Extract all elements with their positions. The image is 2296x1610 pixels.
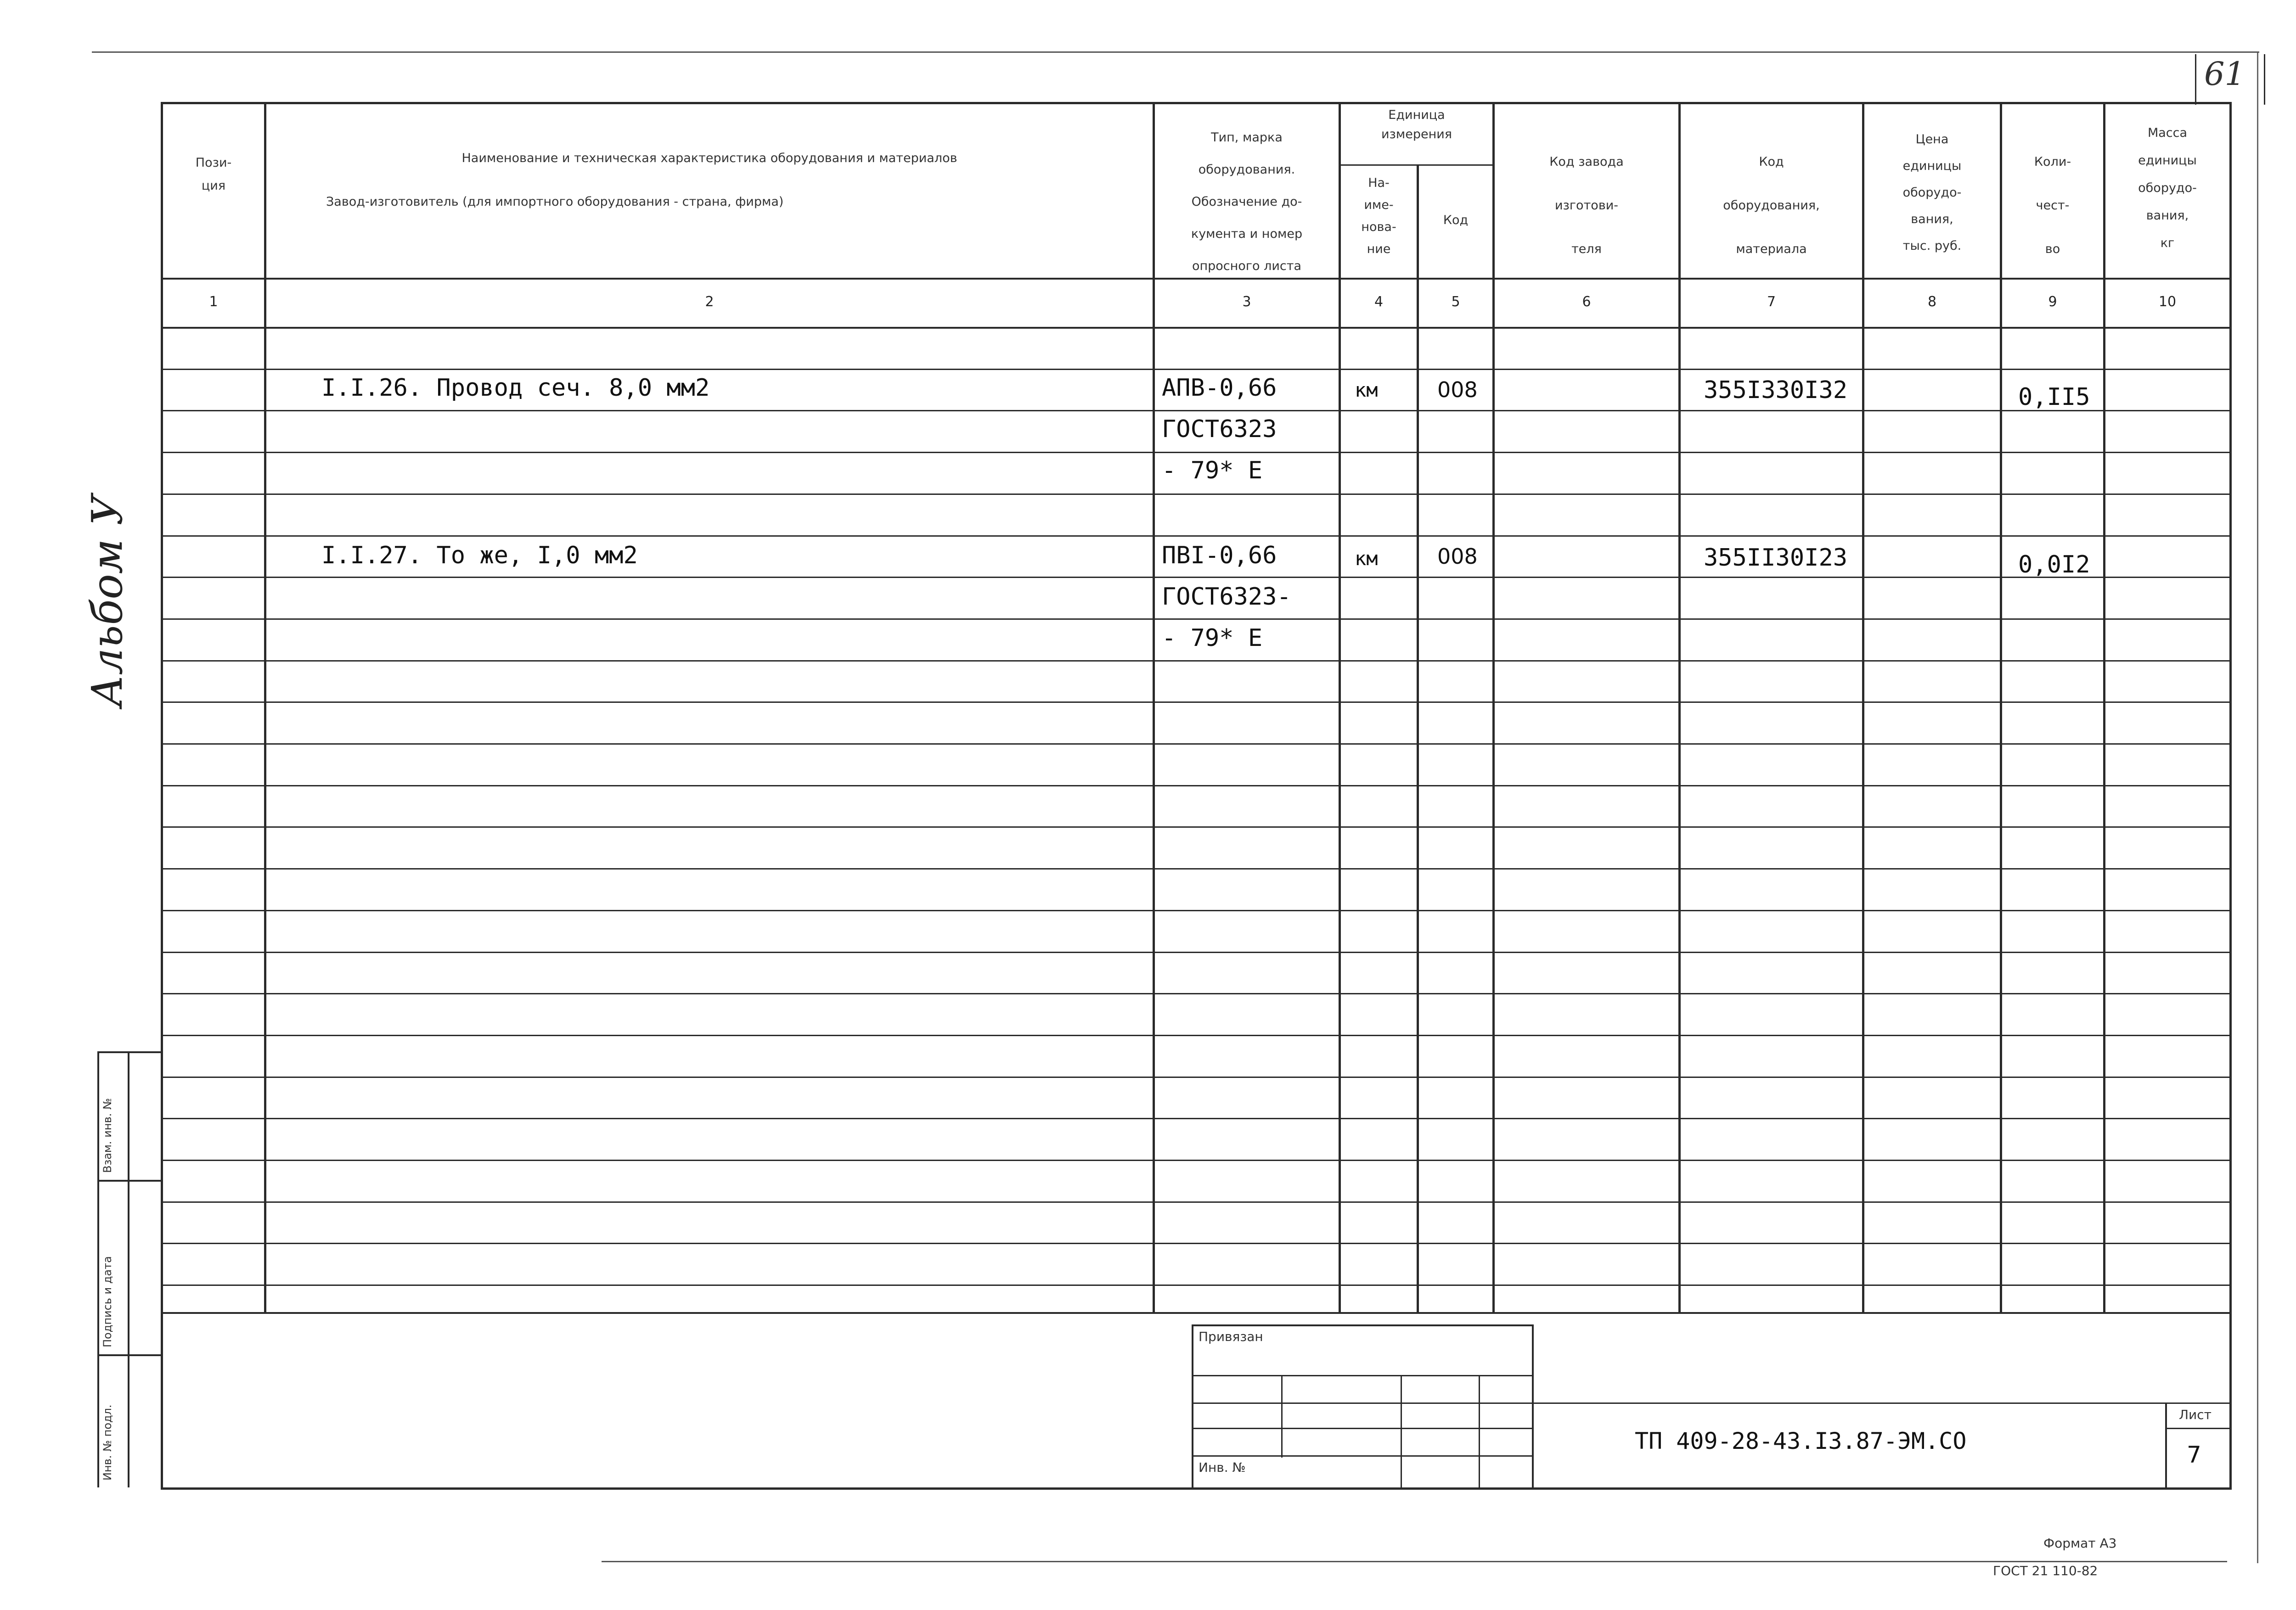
table-top-border [161, 102, 2232, 104]
row-line [161, 701, 2232, 703]
row-line [161, 577, 2232, 578]
document-code: ТП 409-28-43.I3.87-ЭМ.СО [1635, 1428, 1967, 1454]
item-quantity: 0,II5 [2018, 383, 2090, 411]
stamp-grid-1 [1192, 1375, 1534, 1376]
header-unit-group: Единица измерения [1381, 108, 1452, 141]
item-unit: км [1355, 379, 1378, 401]
table-bottom-border [161, 1487, 2232, 1490]
table-left-border [161, 102, 163, 1490]
header-unit-code: Код [1443, 213, 1469, 227]
col-number-4: 4 [1374, 294, 1384, 310]
item-name: I.I.27. То же, I,0 мм2 [321, 542, 638, 569]
item-unit-code: 008 [1437, 544, 1478, 569]
row-line [161, 826, 2232, 828]
header-price: Цена единицы оборудо- вания, тыс. руб. [1902, 132, 1962, 253]
side-stamp-div-2 [97, 1354, 162, 1356]
row-line [161, 1035, 2232, 1036]
side-stamp-sign-date: Подпись и дата [101, 1256, 114, 1347]
item-type-line: ГОСТ6323- [1162, 583, 1291, 611]
footer-right-rule [2257, 53, 2258, 1563]
item-code: 355II30I23 [1704, 544, 1848, 572]
col-divider-2 [1153, 102, 1155, 1314]
item-type-line: ПВI-0,66 [1162, 542, 1277, 569]
row-line [161, 369, 2232, 370]
sheet-number: 7 [2187, 1442, 2201, 1468]
stamp-grid-4 [1192, 1455, 1534, 1457]
sheet-label: Лист [2179, 1407, 2212, 1422]
side-stamp-div-1 [97, 1180, 162, 1182]
row-line [161, 743, 2232, 745]
row-line [161, 993, 2232, 994]
col-divider-3 [1339, 102, 1341, 1314]
header-equipment-code: Код оборудования, материала [1723, 155, 1820, 256]
side-stamp-inv-replace: Взам. инв. № [101, 1098, 114, 1173]
stamp-privyazan-left [1192, 1324, 1193, 1488]
row-line [161, 1160, 2232, 1161]
col-number-2: 2 [705, 294, 714, 310]
side-stamp-top [97, 1051, 162, 1053]
item-unit: км [1355, 547, 1378, 570]
item-type-line: - 79* Е [1162, 624, 1263, 652]
item-name: I.I.26. Провод сеч. 8,0 мм2 [321, 374, 710, 402]
body-bottom [161, 1312, 2232, 1314]
header-plant-code: Код завода изготови- теля [1549, 155, 1624, 256]
row-line [161, 618, 2232, 620]
stamp-grid-v3 [1479, 1375, 1480, 1488]
item-unit-code: 008 [1437, 377, 1478, 402]
stamp-grid-v1 [1281, 1375, 1283, 1458]
col-number-10: 10 [2158, 294, 2177, 310]
row-line [161, 660, 2232, 662]
row-line [161, 1118, 2232, 1119]
header-name-line1: Наименование и техническая характеристика оборудования и материалов [461, 151, 957, 165]
row-line [161, 494, 2232, 495]
row-line [161, 910, 2232, 911]
col-divider-7 [1862, 102, 1864, 1314]
stamp-privyazan-top [1192, 1324, 1534, 1326]
row-line [161, 410, 2232, 411]
item-quantity: 0,0I2 [2018, 551, 2090, 578]
page-number: 61 [2204, 55, 2245, 93]
header-position: Пози- ция [195, 156, 232, 193]
footer-format: Формат А3 [2043, 1536, 2117, 1551]
row-line [161, 1285, 2232, 1286]
row-line [161, 1243, 2232, 1244]
col-divider-6 [1678, 102, 1681, 1314]
number-row-bottom [161, 327, 2232, 329]
header-quantity: Коли- чест- во [2034, 155, 2071, 256]
side-stamp-left [97, 1051, 99, 1487]
side-stamp-mid [128, 1051, 129, 1487]
col-number-8: 8 [1927, 294, 1937, 310]
row-line [161, 535, 2232, 537]
row-line [161, 452, 2232, 453]
stamp-privyazan-label: Привязан [1199, 1329, 1263, 1344]
row-line [161, 1201, 2232, 1203]
col-number-1: 1 [209, 294, 218, 310]
header-unit-name: На- име- нова- ние [1361, 176, 1396, 256]
item-type-line: ГОСТ6323 [1162, 415, 1277, 443]
stamp-inv-label: Инв. № [1199, 1460, 1246, 1475]
stamp-grid-v2 [1401, 1375, 1402, 1488]
col-divider-1 [264, 102, 266, 1314]
stamp-grid-3 [1192, 1428, 1534, 1429]
unit-group-divider [1339, 164, 1495, 166]
col-number-3: 3 [1242, 294, 1251, 310]
row-line [161, 785, 2232, 786]
stamp-privyazan-right [1532, 1324, 1534, 1488]
col-number-5: 5 [1451, 294, 1460, 310]
header-mass: Масса единицы оборудо- вания, кг [2138, 126, 2197, 250]
stamp-sheet-divider-h [2165, 1428, 2232, 1429]
col-number-6: 6 [1582, 294, 1591, 310]
item-type-line: - 79* Е [1162, 457, 1263, 484]
header-type: Тип, марка оборудования. Обозначение до- кумента и номер опросного листа [1191, 130, 1303, 273]
row-line [161, 952, 2232, 953]
stamp-sheet-divider [2165, 1402, 2167, 1488]
col-number-7: 7 [1767, 294, 1776, 310]
header-name-line2: Завод-изготовитель (для импортного оборудования - страна, фирма) [326, 195, 784, 209]
stamp-doc-top [1534, 1402, 2232, 1404]
table-right-border [2229, 102, 2232, 1490]
footer-rule [602, 1561, 2227, 1562]
side-stamp-inv-orig: Инв. № подл. [101, 1404, 114, 1481]
album-label: Альбом У [83, 495, 132, 707]
item-code: 355I330I32 [1704, 376, 1848, 404]
col-divider-9 [2103, 102, 2105, 1314]
row-line [161, 1077, 2232, 1078]
footer-gost: ГОСТ 21 110-82 [1993, 1563, 2098, 1578]
col-divider-5 [1492, 102, 1495, 1314]
col-divider-8 [2000, 102, 2002, 1314]
col-number-9: 9 [2048, 294, 2057, 310]
item-type-line: АПВ-0,66 [1162, 374, 1277, 402]
row-line [161, 868, 2232, 870]
col-divider-4 [1417, 165, 1419, 1314]
stamp-grid-2 [1192, 1402, 1534, 1404]
